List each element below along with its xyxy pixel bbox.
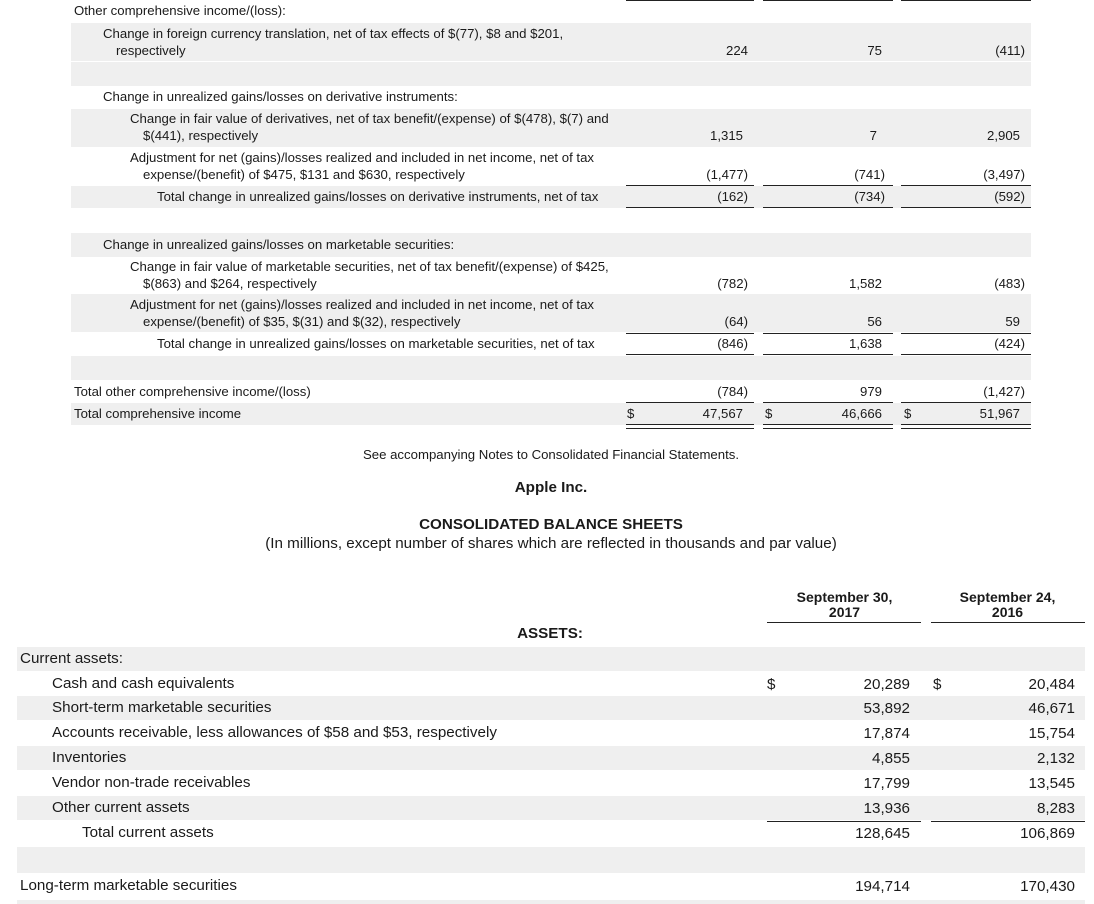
balance-sheet-subtitle: (In millions, except number of shares which are reflected in thousands and par value): [265, 535, 837, 552]
currency-symbol: $: [933, 676, 942, 693]
mkt-total-value-2015: (424): [994, 336, 1025, 351]
bs-value-2017-short-term: 53,892: [863, 700, 910, 717]
company-name: Apple Inc.: [514, 479, 588, 496]
total-ci-value-2015: 51,967: [979, 406, 1020, 421]
col-header-2016-line1: September 24,: [959, 589, 1056, 605]
deriv-fv-value-2017: 1,315: [709, 128, 743, 143]
col-header-2017-line2: 2017: [828, 604, 861, 620]
deriv-fv-label-line1: Change in fair value of derivatives, net of tax benefit/(expense) of $(478), $(7) and: [130, 111, 609, 126]
bs-value-2016-inventories: 2,132: [1036, 750, 1075, 767]
bs-value-2016-receivables: 15,754: [1028, 725, 1075, 742]
deriv-fv-value-2016: 7: [869, 128, 877, 143]
spacer-band: [17, 847, 1085, 873]
balance-sheet-title: CONSOLIDATED BALANCE SHEETS: [419, 516, 683, 533]
deriv-adj-value-2016: (741): [854, 167, 885, 182]
total-oci-value-2015: (1,427): [983, 384, 1025, 399]
mkt-fv-value-2016: 1,582: [848, 276, 882, 291]
notes-line: See accompanying Notes to Consolidated Financial Statements.: [362, 447, 740, 462]
mkt-header: Change in unrealized gains/losses on marketable securities:: [103, 237, 455, 252]
mkt-adj-label-line2: expense/(benefit) of $35, $(31) and $(32), respectively: [143, 314, 461, 329]
mkt-adj-value-2017: (64): [724, 314, 748, 329]
oci-header: Other comprehensive income/(loss):: [74, 3, 286, 18]
deriv-total-value-2017: (162): [717, 189, 748, 204]
deriv-fv-value-2015: 2,905: [986, 128, 1020, 143]
mkt-fv-value-2015: (483): [994, 276, 1025, 291]
bs-value-2017-other: 13,936: [863, 800, 910, 817]
mkt-adj-value-2016: 56: [867, 314, 882, 329]
spacer-band: [71, 356, 1031, 380]
mkt-total-value-2016: 1,638: [848, 336, 882, 351]
row-band: [17, 746, 1085, 770]
bs-row-label-inventories: Inventories: [52, 749, 127, 766]
currency-symbol: $: [765, 406, 773, 421]
deriv-adj-value-2015: (3,497): [983, 167, 1025, 182]
total-oci-value-2016: 979: [859, 384, 882, 399]
deriv-header: Change in unrealized gains/losses on derivative instruments:: [103, 89, 458, 104]
bs-total-current-2017: 128,645: [855, 825, 910, 842]
mkt-total-label: Total change in unrealized gains/losses on marketable securities, net of tax: [157, 336, 595, 351]
bs-row-label-cash: Cash and cash equivalents: [52, 675, 235, 692]
bs-value-2016-other: 8,283: [1036, 800, 1075, 817]
fx-label-line2: respectively: [116, 43, 186, 58]
mkt-adj-value-2015: 59: [1005, 314, 1020, 329]
mkt-fv-label-line1: Change in fair value of marketable securities, net of tax benefit/(expense) of $425,: [130, 259, 609, 274]
total-ci-label: Total comprehensive income: [74, 406, 242, 421]
bs-row-label-other: Other current assets: [52, 799, 190, 816]
bs-lt-securities-label: Long-term marketable securities: [20, 877, 237, 894]
bs-value-2017-inventories: 4,855: [871, 750, 910, 767]
fx-value-2016: 75: [867, 43, 882, 58]
current-assets-heading: Current assets:: [20, 650, 123, 667]
bs-value-2016-short-term: 46,671: [1028, 700, 1075, 717]
deriv-total-value-2015: (592): [994, 189, 1025, 204]
bs-total-current-label: Total current assets: [82, 824, 214, 841]
col-header-2016-line2: 2016: [991, 604, 1024, 620]
deriv-adj-label-line2: expense/(benefit) of $475, $131 and $630, respectively: [143, 167, 465, 182]
row-band: [17, 647, 1085, 671]
currency-symbol: $: [767, 676, 776, 693]
deriv-adj-label-line1: Adjustment for net (gains)/losses realized and included in net income, net of tax: [130, 150, 595, 165]
currency-symbol: $: [627, 406, 635, 421]
row-band: [17, 900, 1085, 904]
bs-lt-securities-2017: 194,714: [855, 878, 910, 895]
bs-row-label-vendor: Vendor non-trade receivables: [52, 774, 251, 791]
mkt-total-value-2017: (846): [717, 336, 748, 351]
bs-total-current-2016: 106,869: [1020, 825, 1075, 842]
total-ci-value-2016: 46,666: [841, 406, 882, 421]
total-ci-value-2017: 47,567: [702, 406, 743, 421]
total-oci-value-2017: (784): [717, 384, 748, 399]
bs-row-label-receivables: Accounts receivable, less allowances of $58 and $53, respectively: [52, 724, 497, 741]
fx-value-2017: 224: [725, 43, 748, 58]
bs-value-2017-vendor: 17,799: [863, 775, 910, 792]
currency-symbol: $: [904, 406, 912, 421]
total-oci-label: Total other comprehensive income/(loss): [74, 384, 311, 399]
fx-value-2015: (411): [995, 43, 1025, 58]
spacer-band: [71, 62, 1031, 86]
bs-value-2017-receivables: 17,874: [863, 725, 910, 742]
bs-value-2016-vendor: 13,545: [1028, 775, 1075, 792]
fx-label-line1: Change in foreign currency translation, net of tax effects of $(77), $8 and $201,: [103, 26, 564, 41]
bs-lt-securities-2016: 170,430: [1020, 878, 1075, 895]
mkt-fv-value-2017: (782): [717, 276, 748, 291]
deriv-total-value-2016: (734): [854, 189, 885, 204]
deriv-fv-label-line2: $(441), respectively: [143, 128, 259, 143]
deriv-total-label: Total change in unrealized gains/losses on derivative instruments, net of tax: [157, 189, 599, 204]
assets-heading: ASSETS:: [517, 625, 583, 642]
bs-value-2017-cash: 20,289: [863, 676, 910, 693]
col-header-2017-line1: September 30,: [796, 589, 893, 605]
bs-row-label-short-term: Short-term marketable securities: [52, 699, 272, 716]
deriv-adj-value-2017: (1,477): [706, 167, 748, 182]
mkt-fv-label-line2: $(863) and $264, respectively: [143, 276, 317, 291]
bs-value-2016-cash: 20,484: [1028, 676, 1075, 693]
mkt-adj-label-line1: Adjustment for net (gains)/losses realized and included in net income, net of tax: [130, 297, 595, 312]
